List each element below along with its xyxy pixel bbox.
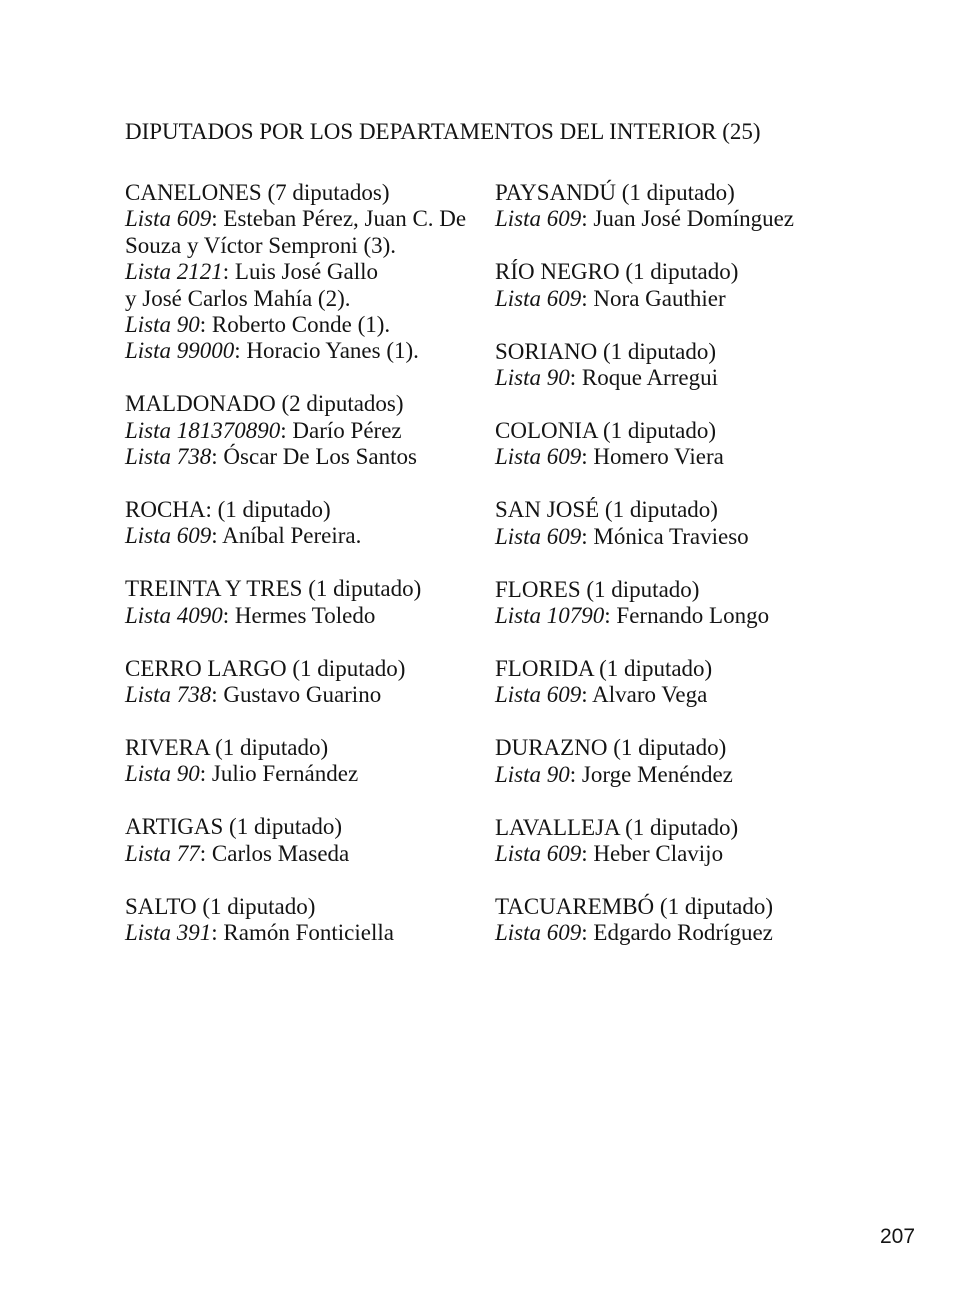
deputy-names: : Luis José Gallo: [222, 259, 379, 285]
department-block: [495, 656, 855, 709]
deputy-names: : Nora Gauthier: [581, 285, 726, 311]
deputy-names: : Horacio Yanes (1).: [234, 338, 419, 364]
deputy-line: [495, 841, 855, 867]
deputy-line: [495, 286, 855, 312]
department-block: [125, 391, 485, 470]
deputy-line: [125, 418, 485, 444]
department-block: [125, 814, 485, 867]
deputy-names: : Óscar De Los Santos: [211, 444, 417, 470]
deputy-names: : Heber Clavijo: [581, 840, 724, 866]
list-number: Lista 391: [125, 920, 212, 946]
deputy-names: Souza y Víctor Semproni (3).: [125, 232, 397, 258]
deputy-names: : Fernando Longo: [604, 602, 770, 628]
list-number: Lista 90: [125, 312, 200, 338]
department-block: [125, 894, 485, 947]
deputy-names: : Ramón Fonticiella: [211, 920, 394, 946]
list-number: Lista 738: [125, 444, 212, 470]
section-title: DIPUTADOS POR LOS DEPARTAMENTOS DEL INTERIOR (25): [125, 119, 761, 144]
page-number: 207: [880, 1225, 916, 1248]
list-number: Lista 609: [495, 444, 582, 470]
department-block: [125, 656, 485, 709]
deputy-line: [495, 444, 855, 470]
list-number: Lista 10790: [495, 602, 605, 628]
deputy-line: [495, 206, 855, 232]
department-heading: ARTIGAS (1 diputado): [125, 814, 343, 840]
department-heading: DURAZNO (1 diputado): [495, 735, 727, 761]
deputy-line: [495, 365, 855, 391]
deputy-line: [495, 603, 855, 629]
department-block: [125, 497, 485, 550]
deputy-names: : Carlos Maseda: [199, 840, 350, 866]
list-number: Lista 181370890: [125, 417, 281, 443]
deputy-line: [125, 233, 485, 259]
department-block: [495, 418, 855, 471]
deputy-names: : Roberto Conde (1).: [199, 312, 391, 338]
department-heading: CANELONES (7 diputados): [125, 180, 390, 205]
list-number: Lista 609: [495, 206, 582, 232]
department-heading: LAVALLEJA (1 diputado): [495, 814, 739, 840]
deputy-line: [125, 259, 485, 285]
deputy-names: : Mónica Travieso: [581, 523, 749, 549]
list-number: Lista 609: [125, 523, 212, 549]
deputy-line: [125, 682, 485, 708]
department-heading: FLORIDA (1 diputado): [495, 655, 713, 681]
list-number: Lista 90: [495, 365, 570, 391]
list-number: Lista 609: [495, 840, 582, 866]
department-block: [495, 339, 855, 392]
list-number: Lista 77: [125, 840, 200, 866]
department-heading: TREINTA Y TRES (1 diputado): [125, 576, 422, 602]
list-number: Lista 609: [125, 206, 212, 232]
deputy-names: : Esteban Pérez, Juan C. De: [211, 206, 467, 232]
list-number: Lista 738: [125, 682, 212, 708]
department-block: [125, 576, 485, 629]
department-block: [495, 180, 855, 233]
list-number: Lista 99000: [125, 338, 235, 364]
list-number: Lista 609: [495, 920, 582, 946]
deputy-line: [125, 523, 485, 549]
list-number: Lista 4090: [125, 602, 223, 628]
department-heading: ROCHA: (1 diputado): [125, 497, 331, 523]
deputy-line: [125, 338, 485, 364]
department-heading: SALTO (1 diputado): [125, 893, 316, 919]
department-heading: PAYSANDÚ (1 diputado): [495, 180, 735, 205]
list-number: Lista 609: [495, 682, 582, 708]
right-column: [495, 180, 855, 973]
deputy-names: : Aníbal Pereira.: [211, 523, 362, 549]
deputy-line: [495, 920, 855, 946]
deputy-names: : Edgardo Rodríguez: [581, 920, 773, 946]
department-heading: SORIANO (1 diputado): [495, 338, 717, 364]
deputy-names: y José Carlos Mahía (2).: [125, 285, 351, 311]
department-heading: SAN JOSÉ (1 diputado): [495, 497, 718, 523]
deputy-line: [125, 312, 485, 338]
department-block: [495, 259, 855, 312]
deputy-line: [125, 206, 485, 232]
list-number: Lista 2121: [125, 259, 223, 285]
deputy-line: [495, 682, 855, 708]
deputy-names: : Gustavo Guarino: [211, 682, 382, 708]
department-heading: MALDONADO (2 diputados): [125, 391, 404, 417]
deputy-line: [495, 762, 855, 788]
deputy-line: [125, 761, 485, 787]
department-heading: CERRO LARGO (1 diputado): [125, 655, 406, 681]
department-heading: TACUAREMBÓ (1 diputado): [495, 893, 773, 919]
department-block: [125, 180, 485, 365]
deputy-line: [125, 841, 485, 867]
deputy-line: [125, 444, 485, 470]
department-block: [495, 815, 855, 868]
deputy-names: : Darío Pérez: [280, 417, 402, 443]
department-block: [495, 735, 855, 788]
deputy-names: : Roque Arregui: [569, 365, 718, 391]
department-heading: FLORES (1 diputado): [495, 576, 700, 602]
deputy-line: [495, 524, 855, 550]
department-heading: COLONIA (1 diputado): [495, 417, 717, 443]
list-number: Lista 90: [125, 761, 200, 787]
deputy-names: : Juan José Domínguez: [581, 206, 794, 232]
deputy-names: : Hermes Toledo: [222, 602, 376, 628]
deputy-names: : Jorge Menéndez: [569, 761, 733, 787]
list-number: Lista 90: [495, 761, 570, 787]
deputy-names: : Homero Viera: [581, 444, 724, 470]
department-block: [495, 577, 855, 630]
deputy-line: [125, 603, 485, 629]
department-block: [495, 894, 855, 947]
deputy-line: [125, 286, 485, 312]
list-number: Lista 609: [495, 285, 582, 311]
department-block: [495, 497, 855, 550]
department-heading: RÍO NEGRO (1 diputado): [495, 259, 739, 285]
deputy-line: [125, 920, 485, 946]
deputy-names: : Julio Fernández: [199, 761, 359, 787]
left-column: [125, 180, 485, 973]
deputy-names: : Alvaro Vega: [581, 682, 708, 708]
list-number: Lista 609: [495, 523, 582, 549]
department-block: [125, 735, 485, 788]
department-heading: RIVERA (1 diputado): [125, 735, 329, 760]
